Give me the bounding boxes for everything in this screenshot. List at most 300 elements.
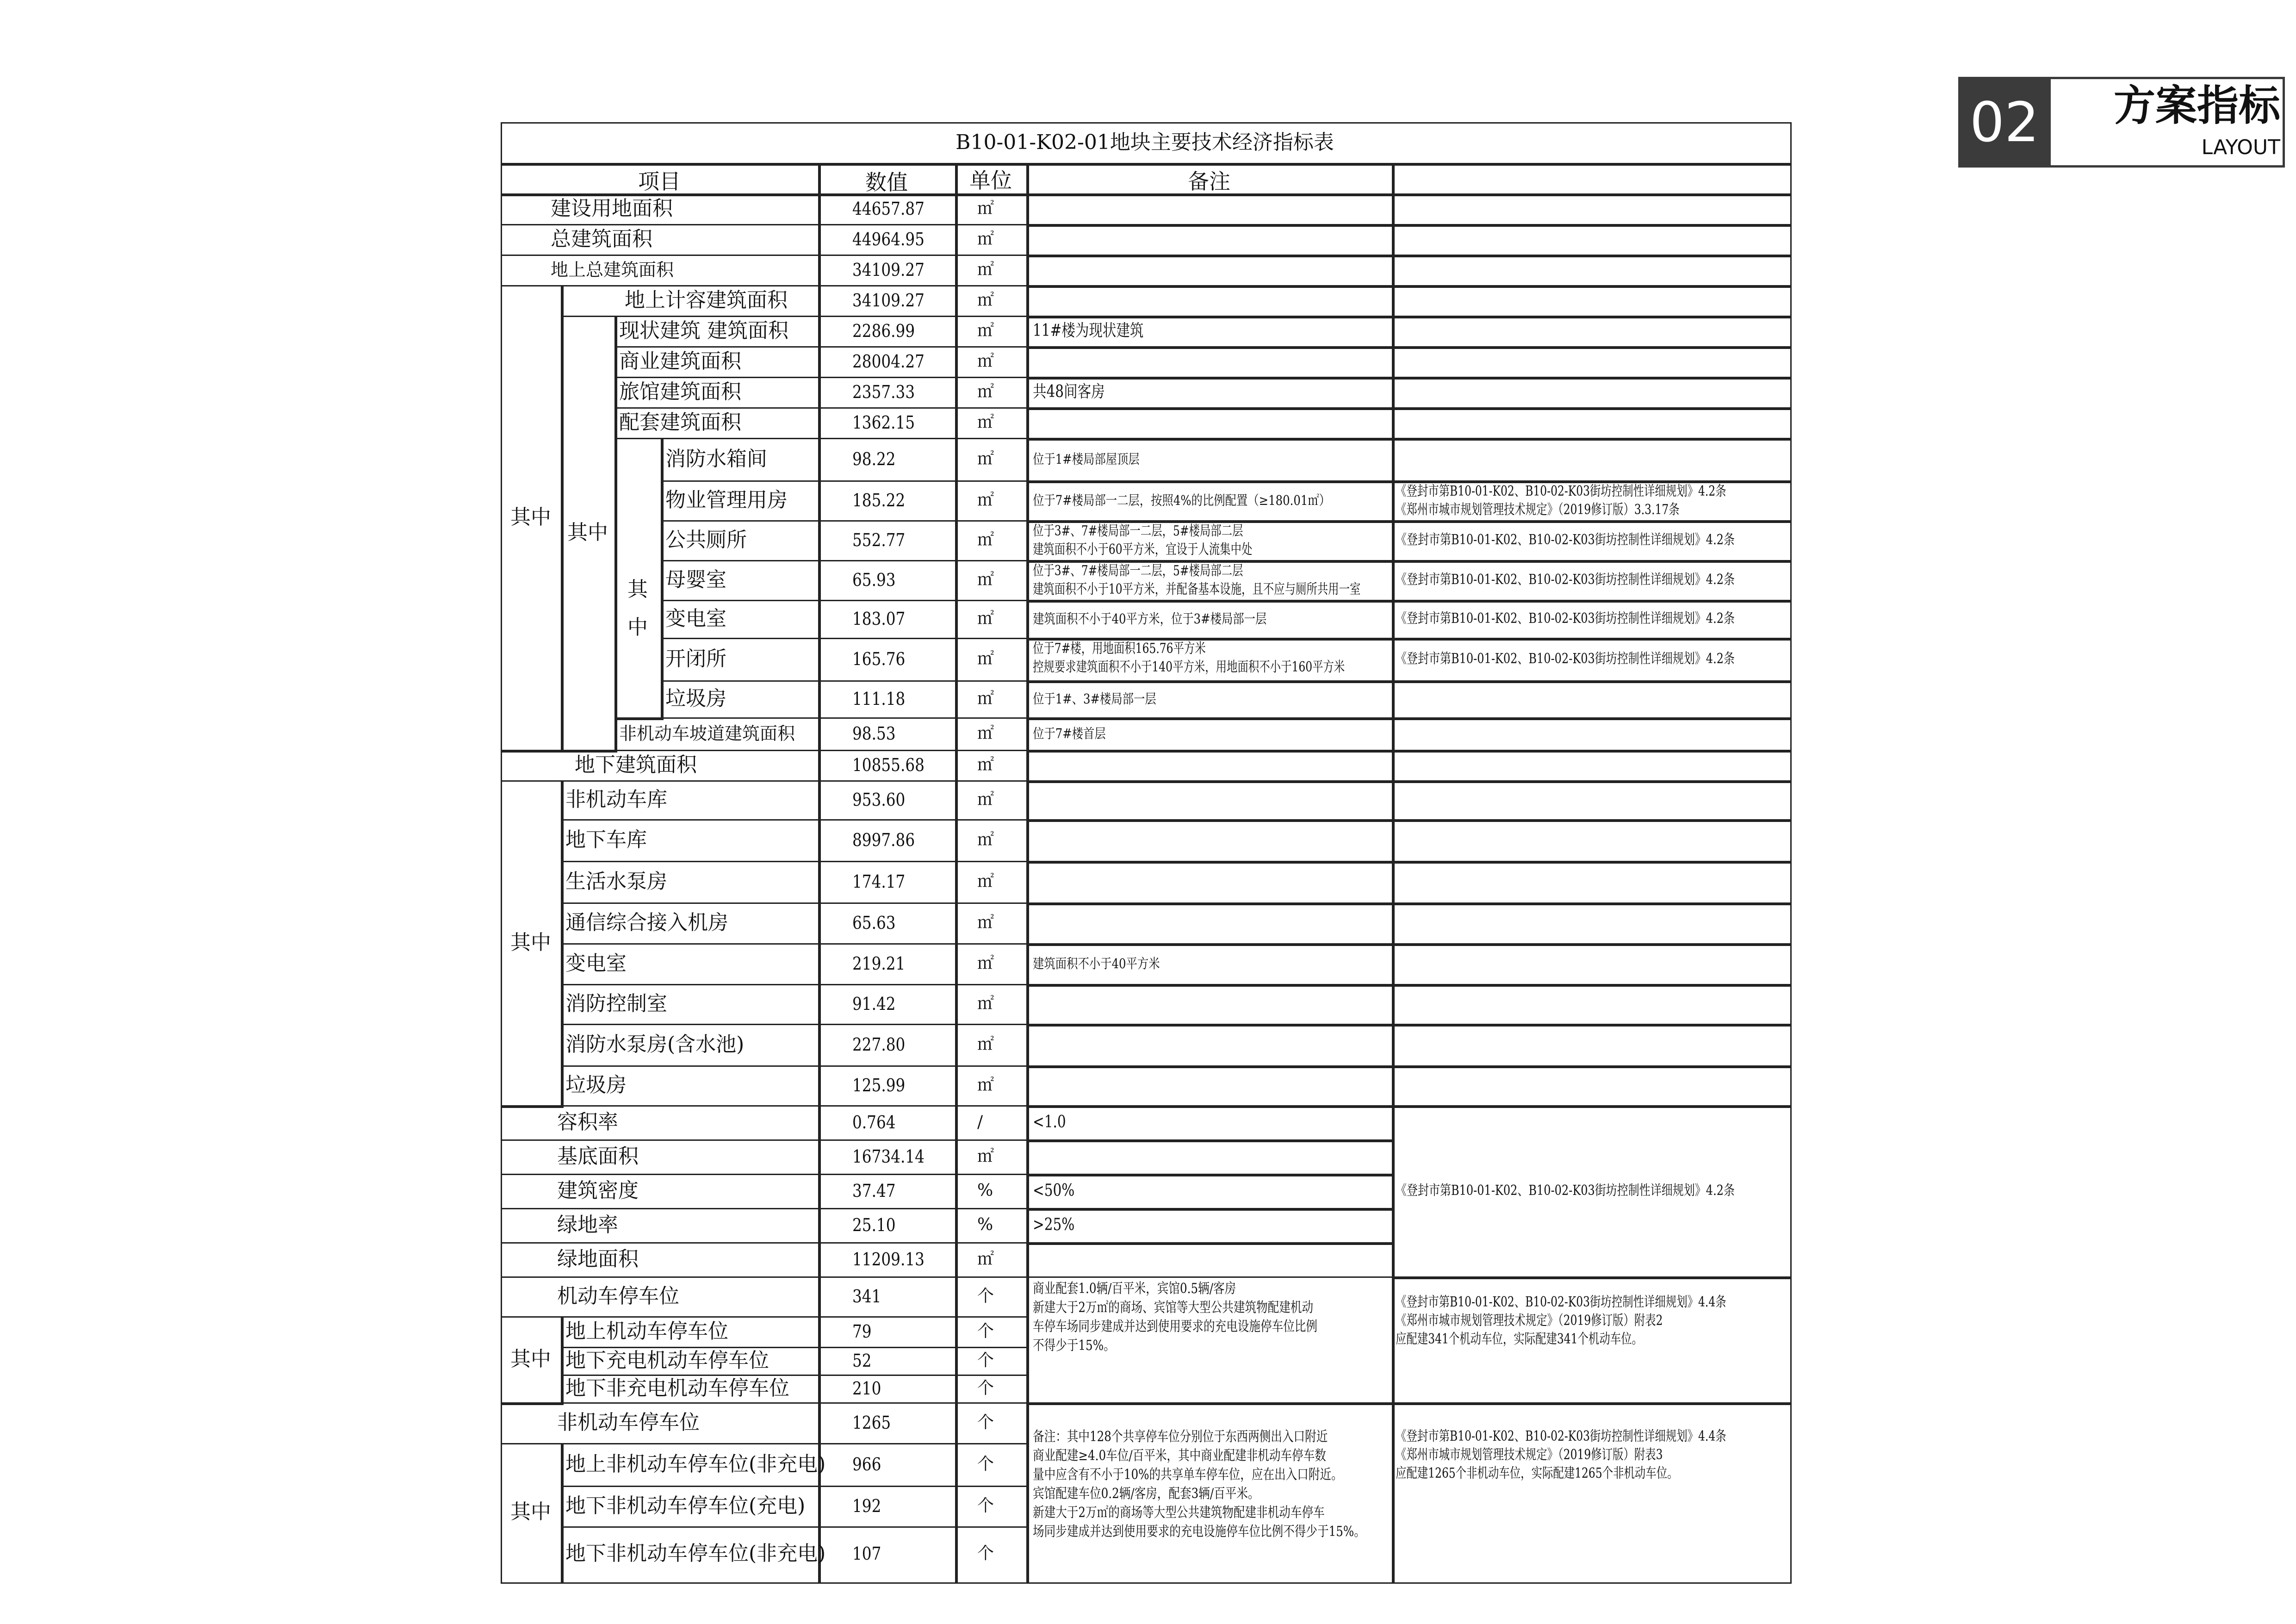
- row-unit-cell: [977, 600, 1023, 638]
- reference-row-rule: [1392, 819, 1792, 822]
- row-value: 552.77: [852, 530, 906, 550]
- row-note: <1.0: [1033, 1113, 1066, 1132]
- row-label: 现状建筑 建筑面积: [619, 319, 788, 342]
- row-value: 91.42: [852, 994, 896, 1014]
- reference-text: 《登封市第B10-01-K02、B10-02-K03街坊控制性详细规划》4.2条: [1396, 532, 1735, 548]
- row-label: 通信综合接入机房: [565, 911, 728, 934]
- row-value-cell: [852, 1443, 938, 1486]
- row-note-cell: [1033, 943, 1332, 984]
- row-value: 227.80: [852, 1034, 906, 1055]
- row-unit-cell: [977, 1486, 1023, 1526]
- row-label-cell: [565, 1024, 816, 1065]
- row-label: 消防水泵房(含水池): [565, 1033, 745, 1056]
- row-unit: 个: [977, 1287, 994, 1306]
- reference-text-cell: [1396, 520, 1735, 560]
- group-label-bike-parking-cell: [501, 1443, 561, 1581]
- row-unit: ㎡: [977, 872, 994, 891]
- row-value: 165.76: [852, 649, 906, 669]
- group-label-calc-area-cell: [561, 316, 614, 750]
- row-value-cell: [852, 285, 938, 316]
- row-value: 183.07: [852, 609, 906, 629]
- row-unit: 个: [977, 1455, 994, 1474]
- row-note-cell: [1033, 984, 1325, 1024]
- row-note: 共48间客房: [1033, 382, 1105, 401]
- row-value-cell: [852, 377, 938, 407]
- row-unit-cell: [977, 1443, 1023, 1486]
- row-value: 1362.15: [852, 412, 915, 433]
- row-unit: 个: [977, 1496, 994, 1515]
- reference-row-rule: [1392, 780, 1792, 783]
- row-value-cell: [852, 438, 938, 480]
- row-label: 商业建筑面积: [619, 349, 741, 373]
- group-label-underground: 其中: [510, 931, 551, 954]
- row-value-cell: [852, 1526, 938, 1581]
- reference-row-rule: [1392, 346, 1792, 349]
- row-value-cell: [852, 255, 938, 285]
- row-note-cell: [1033, 224, 1325, 255]
- row-label: 地下非充电机动车停车位: [565, 1376, 789, 1400]
- row-note-cell: [1033, 1065, 1325, 1105]
- row-label: 地下非机动车停车位(非充电): [565, 1542, 826, 1565]
- row-unit-cell: [977, 1065, 1023, 1105]
- row-unit-cell: [977, 1375, 1023, 1402]
- row-unit: %: [977, 1181, 993, 1200]
- row-label-cell: [565, 1316, 816, 1347]
- row-unit-cell: [977, 717, 1023, 750]
- group-label-car-parking-cell: [501, 1316, 561, 1402]
- reference-cell: [1392, 680, 1792, 720]
- row-label-cell: [565, 943, 816, 984]
- row-note-cell: [1033, 1139, 1325, 1174]
- row-unit: ㎡: [977, 755, 994, 774]
- row-unit-cell: [977, 1139, 1023, 1174]
- row-label: 配套建筑面积: [619, 411, 741, 434]
- row-unit-cell: [977, 560, 1023, 600]
- row-note-cell: [1033, 1105, 1325, 1139]
- reference-row-rule: [1392, 902, 1792, 905]
- row-value: 219.21: [852, 953, 906, 974]
- row-unit-cell: [977, 943, 1023, 984]
- row-unit: ㎡: [977, 724, 994, 743]
- row-value: 98.53: [852, 723, 896, 744]
- row-label-cell: [665, 560, 816, 600]
- row-value-cell: [852, 520, 938, 560]
- row-value: 65.63: [852, 913, 896, 933]
- row-label: 生活水泵房: [565, 870, 667, 893]
- row-label-cell: [665, 480, 816, 520]
- row-value: 98.22: [852, 449, 896, 469]
- row-label: 旅馆建筑面积: [619, 380, 741, 404]
- row-value-cell: [852, 680, 938, 717]
- row-label: 物业管理用房: [665, 488, 788, 512]
- row-note: 建筑面积不小于40平方米，位于3#楼局部一层: [1033, 611, 1267, 627]
- row-unit: %: [977, 1215, 993, 1234]
- column-header-note: 备注: [1188, 169, 1230, 194]
- reference-row-rule: [1392, 224, 1792, 227]
- row-value-cell: [852, 480, 938, 520]
- row-note: 位于3#、7#楼局部一二层，5#楼局部二层 建筑面积不小于60平方米，宜设于人流集中处: [1033, 523, 1253, 558]
- row-label: 绿地面积: [557, 1247, 639, 1271]
- row-unit-cell: [977, 377, 1023, 407]
- row-label-cell: [557, 1139, 816, 1174]
- row-note-cell: [1033, 600, 1332, 638]
- row-note-cell: [1033, 1024, 1325, 1065]
- row-label-cell: [625, 285, 816, 316]
- row-value: 44657.87: [852, 199, 925, 219]
- reference-cell: [1392, 438, 1792, 483]
- row-value: 52: [852, 1350, 872, 1371]
- row-unit-cell: [977, 1242, 1023, 1276]
- row-value-cell: [852, 346, 938, 377]
- row-value: 37.47: [852, 1181, 896, 1201]
- row-label-cell: [551, 255, 816, 285]
- row-unit: 个: [977, 1413, 994, 1432]
- row-value: 2357.33: [852, 382, 915, 402]
- row-label-cell: [619, 346, 816, 377]
- row-value-cell: [852, 750, 938, 780]
- row-note-cell: [1033, 316, 1325, 346]
- row-note-cell: [1033, 861, 1325, 902]
- row-unit-cell: [977, 480, 1023, 520]
- column-header-unit: 单位: [969, 168, 1012, 193]
- row-unit-cell: [977, 1316, 1023, 1347]
- row-value: 107: [852, 1543, 881, 1564]
- row-label-cell: [551, 193, 816, 224]
- row-unit-cell: [977, 861, 1023, 902]
- row-unit: ㎡: [977, 260, 994, 279]
- row-label: 非机动车坡道建筑面积: [619, 723, 795, 744]
- row-unit: ㎡: [977, 352, 994, 371]
- row-unit-cell: [977, 1024, 1023, 1065]
- reference-cell: [1392, 750, 1792, 1108]
- row-label: 地下车库: [565, 828, 647, 852]
- row-value-cell: [852, 902, 938, 943]
- row-unit: 个: [977, 1351, 994, 1370]
- row-note-cell: [1033, 346, 1325, 377]
- row-label-cell: [557, 1174, 816, 1208]
- group-label-bike-parking: 其中: [510, 1500, 551, 1524]
- row-label: 消防水箱间: [665, 447, 767, 471]
- row-label: 地下充电机动车停车位: [565, 1349, 769, 1372]
- row-label-cell: [665, 520, 816, 560]
- row-label-cell: [575, 750, 816, 780]
- row-value-cell: [852, 984, 938, 1024]
- row-value-cell: [852, 1375, 938, 1402]
- row-unit: 个: [977, 1544, 994, 1563]
- reference-text-cell: [1396, 1105, 1735, 1276]
- row-label: 非机动车停车位: [557, 1411, 700, 1434]
- reference-text: 《登封市第B10-01-K02、B10-02-K03街坊控制性详细规划》4.2条: [1396, 572, 1735, 588]
- row-label: 母婴室: [665, 568, 726, 591]
- row-note: 位于7#楼首层: [1033, 726, 1106, 741]
- row-value-cell: [852, 1486, 938, 1526]
- row-value-cell: [852, 717, 938, 750]
- row-value-cell: [852, 861, 938, 902]
- group-label-underground-cell: [501, 780, 561, 1105]
- row-note: 位于1#、3#楼局部一层: [1033, 691, 1156, 707]
- reference-text: 《登封市第B10-01-K02、B10-02-K03街坊控制性详细规划》4.4条 《郑州市城市规划管理技术规定》（2019修订版）附表3 应配建1265个非机动车位，实际配建1265个非机动车位。: [1396, 1428, 1726, 1481]
- row-unit: ㎡: [977, 954, 994, 973]
- row-value: 966: [852, 1454, 881, 1475]
- row-label-cell: [619, 407, 816, 438]
- row-unit: ㎡: [977, 199, 994, 218]
- row-value-cell: [852, 600, 938, 638]
- row-value-cell: [852, 780, 938, 819]
- row-label-cell: [619, 717, 816, 750]
- row-value: 34109.27: [852, 290, 925, 311]
- bike-parking-note: 备注：其中128个共享停车位分别位于东西两侧出入口附近 商业配建≥4.0车位/百平米，其中商业配建非机动车停车数 量中应含有不小于10%的共享单车停车位，应在出入口附近。 宾馆配建车位0.2辆/客房，配套3辆/百平米。 新建大于2万㎡的商场等大型公共建筑物配建非机动车停车 场同步建成并达到使用要求的充电设施停车位比例不得少于15%。: [1033, 1429, 1365, 1540]
- row-note-cell: [1033, 819, 1325, 861]
- reference-row-rule: [1392, 1024, 1792, 1027]
- row-value-cell: [852, 1174, 938, 1208]
- row-unit-cell: [977, 780, 1023, 819]
- row-label-cell: [565, 984, 816, 1024]
- row-label-cell: [565, 780, 816, 819]
- row-value: 11209.13: [852, 1249, 925, 1269]
- reference-text: 《登封市第B10-01-K02、B10-02-K03街坊控制性详细规划》4.2条 《郑州市城市规划管理技术规定》（2019修订版）3.3.17条: [1396, 483, 1726, 518]
- indicator-table: [501, 122, 1789, 1581]
- row-unit-cell: [977, 438, 1023, 480]
- row-label-cell: [565, 861, 816, 902]
- row-unit-cell: [977, 193, 1023, 224]
- row-unit-cell: [977, 1105, 1023, 1139]
- row-value-cell: [852, 1105, 938, 1139]
- row-note-cell: [1033, 1242, 1325, 1276]
- row-label-cell: [557, 1242, 816, 1276]
- reference-row-rule: [1392, 255, 1792, 257]
- row-label-cell: [557, 1208, 816, 1242]
- row-label-cell: [557, 1402, 816, 1443]
- row-value-cell: [852, 1208, 938, 1242]
- group-label-above-ground-cell: [501, 285, 561, 750]
- row-unit-cell: [977, 407, 1023, 438]
- row-label-cell: [551, 224, 816, 255]
- row-value-cell: [852, 1402, 938, 1443]
- group-label-facilities-bottom: 中: [627, 616, 648, 639]
- reference-text: 《登封市第B10-01-K02、B10-02-K03街坊控制性详细规划》4.2条: [1396, 1182, 1735, 1199]
- reference-text: 《登封市第B10-01-K02、B10-02-K03街坊控制性详细规划》4.4条 《郑州市城市规划管理技术规定》（2019修订版）附表2 应配建341个机动车位，实际配建341个机动车位。: [1396, 1294, 1726, 1347]
- row-unit: ㎡: [977, 491, 994, 510]
- group-label-above-ground: 其中: [510, 505, 551, 529]
- row-unit: ㎡: [977, 649, 994, 668]
- row-label-cell: [665, 438, 816, 480]
- row-unit: /: [977, 1113, 983, 1132]
- row-unit: ㎡: [977, 1147, 994, 1166]
- reference-text-cell: [1396, 600, 1735, 638]
- section-number-badge: [1958, 77, 2051, 168]
- row-unit: ㎡: [977, 570, 994, 589]
- row-value-cell: [852, 1347, 938, 1375]
- row-label: 地下非机动车停车位(充电): [565, 1494, 806, 1518]
- row-label: 地上总建筑面积: [551, 260, 674, 280]
- reference-row-rule: [1392, 316, 1792, 318]
- row-value: 125.99: [852, 1075, 906, 1095]
- row-note-cell: [1033, 1208, 1325, 1242]
- row-value: 185.22: [852, 490, 906, 510]
- row-unit: ㎡: [977, 291, 994, 310]
- row-value-cell: [852, 407, 938, 438]
- reference-row-rule: [1392, 285, 1792, 288]
- row-note-cell: [1033, 480, 1332, 520]
- row-value: 210: [852, 1378, 881, 1399]
- row-unit: ㎡: [977, 1250, 994, 1269]
- row-value: 341: [852, 1286, 881, 1307]
- group-label-calc-area: 其中: [567, 521, 608, 544]
- row-unit: ㎡: [977, 449, 994, 468]
- section-subtitle: LAYOUT: [2201, 136, 2280, 159]
- row-unit-cell: [977, 1526, 1023, 1581]
- row-unit-cell: [977, 638, 1023, 680]
- row-value: 65.93: [852, 570, 896, 590]
- row-unit: 个: [977, 1322, 994, 1341]
- row-value-cell: [852, 943, 938, 984]
- row-unit-cell: [977, 1208, 1023, 1242]
- row-label: 建筑密度: [557, 1179, 639, 1202]
- row-note: 位于7#楼局部一二层，按照4%的比例配置（≥180.01㎡）: [1033, 492, 1331, 508]
- row-label-cell: [557, 1105, 816, 1139]
- reference-cell: [1392, 717, 1792, 753]
- row-note-cell: [1033, 1174, 1325, 1208]
- row-note-cell: [1033, 377, 1325, 407]
- row-value-cell: [852, 316, 938, 346]
- row-unit-cell: [977, 520, 1023, 560]
- row-unit: ㎡: [977, 913, 994, 932]
- row-label-cell: [665, 600, 816, 638]
- row-note: <50%: [1033, 1181, 1075, 1200]
- row-unit-cell: [977, 902, 1023, 943]
- row-label: 非机动车库: [565, 788, 667, 811]
- row-note-cell: [1033, 193, 1325, 224]
- table-title: B10-01-K02-01地块主要技术经济指标表: [956, 131, 1334, 154]
- row-unit-cell: [977, 316, 1023, 346]
- reference-row-rule: [1392, 1065, 1792, 1068]
- row-note-cell: [1033, 285, 1325, 316]
- row-value-cell: [852, 1065, 938, 1105]
- row-label: 公共厕所: [665, 528, 747, 552]
- row-value-cell: [852, 560, 938, 600]
- group-label-facilities-top: 其: [627, 578, 648, 601]
- row-value: 0.764: [852, 1112, 896, 1132]
- row-unit-cell: [977, 1174, 1023, 1208]
- row-label: 绿地率: [557, 1213, 618, 1237]
- row-value-cell: [852, 638, 938, 680]
- reference-text-cell: [1396, 638, 1735, 680]
- row-label-cell: [565, 1347, 816, 1375]
- reference-row-rule: [1392, 377, 1792, 380]
- row-value-cell: [852, 1024, 938, 1065]
- row-unit: ㎡: [977, 230, 994, 249]
- reference-row-rule: [1392, 943, 1792, 946]
- row-value-cell: [852, 1276, 938, 1316]
- row-unit-cell: [977, 984, 1023, 1024]
- row-value: 2286.99: [852, 321, 915, 341]
- row-label: 垃圾房: [565, 1073, 627, 1097]
- row-unit: ㎡: [977, 689, 994, 708]
- row-unit: ㎡: [977, 413, 994, 432]
- row-unit-cell: [977, 680, 1023, 717]
- row-unit: ㎡: [977, 1035, 994, 1054]
- row-unit: ㎡: [977, 1076, 994, 1095]
- row-label: 开闭所: [665, 647, 726, 671]
- row-note-cell: [1033, 438, 1332, 480]
- column-header-item: 项目: [638, 169, 681, 194]
- row-value: 1265: [852, 1412, 891, 1433]
- row-note: 位于1#楼局部屋顶层: [1033, 451, 1140, 467]
- row-note-cell: [1033, 407, 1325, 438]
- row-label-cell: [619, 377, 816, 407]
- row-label-cell: [565, 1486, 816, 1526]
- row-unit-cell: [977, 255, 1023, 285]
- reference-row-rule: [1392, 407, 1792, 410]
- row-note-cell: [1033, 780, 1325, 819]
- row-note-cell: [1033, 255, 1325, 285]
- row-value: 25.10: [852, 1215, 896, 1235]
- row-label-cell: [565, 902, 816, 943]
- row-unit-cell: [977, 750, 1023, 780]
- row-note: 建筑面积不小于40平方米: [1033, 956, 1160, 971]
- row-label: 基底面积: [557, 1145, 639, 1168]
- row-label-cell: [565, 1375, 816, 1402]
- row-unit: ㎡: [977, 790, 994, 809]
- row-value: 192: [852, 1496, 881, 1516]
- row-unit: ㎡: [977, 321, 994, 340]
- row-label: 变电室: [665, 607, 726, 630]
- row-value-cell: [852, 224, 938, 255]
- row-label: 消防控制室: [565, 992, 667, 1015]
- row-value-cell: [852, 193, 938, 224]
- row-unit-cell: [977, 1276, 1023, 1316]
- row-value: 34109.27: [852, 260, 925, 280]
- car-parking-note: 商业配套1.0辆/百平米，宾馆0.5辆/客房 新建大于2万㎡的商场、宾馆等大型公共建筑物配建机动 车停车场同步建成并达到使用要求的充电设施停车位比例 不得少于15%。: [1033, 1281, 1317, 1354]
- row-label-cell: [557, 1276, 816, 1316]
- row-note-cell: [1033, 680, 1332, 717]
- row-unit-cell: [977, 224, 1023, 255]
- row-note: >25%: [1033, 1215, 1075, 1234]
- row-note-cell: [1033, 750, 1325, 780]
- row-note: 位于3#、7#楼局部一二层，5#楼局部二层 建筑面积不小于10平方米，并配备基本设施，且不应与厕所共用一室: [1033, 563, 1361, 597]
- section-number: 02: [1969, 90, 2040, 154]
- reference-row-rule: [1392, 861, 1792, 864]
- row-value-cell: [852, 1242, 938, 1276]
- row-unit: 个: [977, 1379, 994, 1398]
- row-label: 地上机动车停车位: [565, 1319, 728, 1343]
- row-value-cell: [852, 1139, 938, 1174]
- reference-text: 《登封市第B10-01-K02、B10-02-K03街坊控制性详细规划》4.2条: [1396, 610, 1735, 627]
- row-label: 地下建筑面积: [575, 753, 697, 777]
- column-header-value: 数值: [865, 170, 908, 195]
- row-unit: ㎡: [977, 382, 994, 401]
- row-unit-cell: [977, 1347, 1023, 1375]
- row-note: 位于7#楼，用地面积165.76平方米 控规要求建筑面积不小于140平方米，用地面积不小于160平方米: [1033, 641, 1345, 675]
- row-note-cell: [1033, 902, 1325, 943]
- header-row: [501, 163, 1792, 196]
- row-label: 总建筑面积: [551, 227, 652, 251]
- row-label-cell: [665, 680, 816, 717]
- row-value-cell: [852, 819, 938, 861]
- row-unit-cell: [977, 1402, 1023, 1443]
- row-unit-cell: [977, 285, 1023, 316]
- row-label: 变电室: [565, 952, 627, 975]
- table-title-cell: [501, 122, 1789, 163]
- row-value: 79: [852, 1321, 872, 1342]
- reference-text: 《登封市第B10-01-K02、B10-02-K03街坊控制性详细规划》4.2条: [1396, 651, 1735, 667]
- row-label: 容积率: [557, 1110, 618, 1134]
- row-note-cell: [1033, 717, 1332, 750]
- row-note: 11#楼为现状建筑: [1033, 321, 1144, 340]
- row-unit-cell: [977, 346, 1023, 377]
- row-unit-cell: [977, 819, 1023, 861]
- row-value: 953.60: [852, 790, 906, 810]
